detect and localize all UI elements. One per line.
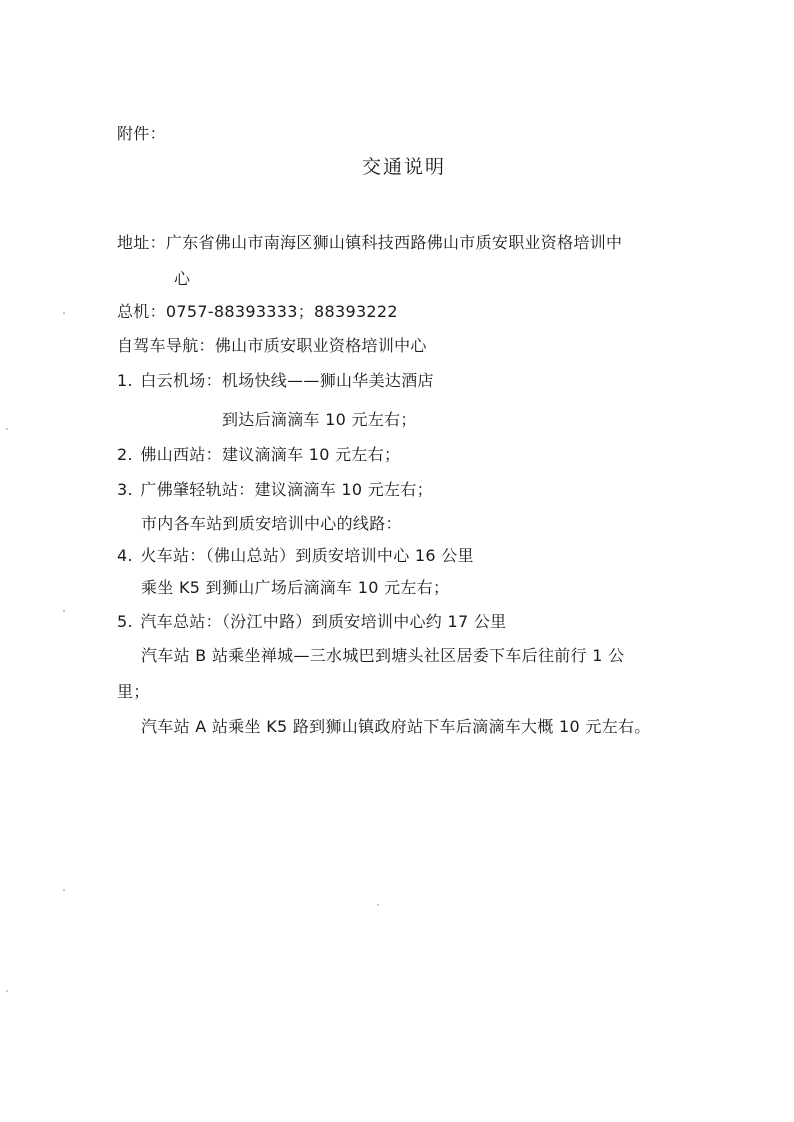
scan-speck <box>63 889 65 891</box>
list-item-number: 5. <box>117 612 133 631</box>
phone-label: 总机： <box>117 302 166 321</box>
self-drive-label: 自驾车导航： <box>117 336 215 355</box>
scan-speck <box>6 990 8 992</box>
list-item-detail: 到达后滴滴车 10 元左右； <box>222 410 417 429</box>
list-item-detail: 汽车站 B 站乘坐禅城—三水城巴到塘头社区居委下车后往前行 1 公 <box>141 646 625 665</box>
document-title: 交通说明 <box>362 156 447 178</box>
list-item <box>117 480 433 500</box>
list-item-number: 2. <box>117 445 133 464</box>
phone-value: 0757-88393333；88393222 <box>165 302 398 321</box>
list-item <box>117 612 506 632</box>
list-item-number: 3. <box>117 480 133 499</box>
scan-speck <box>6 428 8 430</box>
list-item-number: 4. <box>117 546 133 565</box>
city-routes-heading: 市内各车站到质安培训中心的线路： <box>141 514 402 533</box>
attachment-label: 附件： <box>117 124 166 143</box>
list-item <box>117 371 434 391</box>
phone-line <box>117 302 398 322</box>
self-drive-line <box>117 336 427 356</box>
list-item-number: 1. <box>117 371 133 390</box>
list-item-text: 汽车总站：（汾江中路）到质安培训中心约 17 公里 <box>140 612 507 631</box>
list-item-text: 火车站：（佛山总站）到质安培训中心 16 公里 <box>140 546 474 565</box>
address-line <box>117 233 622 253</box>
scan-speck <box>377 904 379 906</box>
list-item <box>117 445 400 465</box>
self-drive-value: 佛山市质安职业资格培训中心 <box>214 336 427 355</box>
list-item-detail-continuation: 里； <box>117 682 150 701</box>
list-item-text: 佛山西站：建议滴滴车 10 元左右； <box>140 445 401 464</box>
address-continuation: 心 <box>174 269 191 288</box>
list-item-detail: 乘坐 K5 到狮山广场后滴滴车 10 元左右； <box>141 578 450 597</box>
scan-speck <box>63 610 65 612</box>
list-item <box>117 546 474 566</box>
list-item-text: 广佛肇轻轨站：建议滴滴车 10 元左右； <box>140 480 433 499</box>
scan-speck <box>63 312 65 314</box>
address-label: 地址： <box>117 233 166 252</box>
list-item-text: 白云机场：机场快线——狮山华美达酒店 <box>140 371 434 390</box>
address-value: 广东省佛山市南海区狮山镇科技西路佛山市质安职业资格培训中 <box>165 233 623 252</box>
list-item-detail: 汽车站 A 站乘坐 K5 路到狮山镇政府站下车后滴滴车大概 10 元左右。 <box>141 717 651 736</box>
